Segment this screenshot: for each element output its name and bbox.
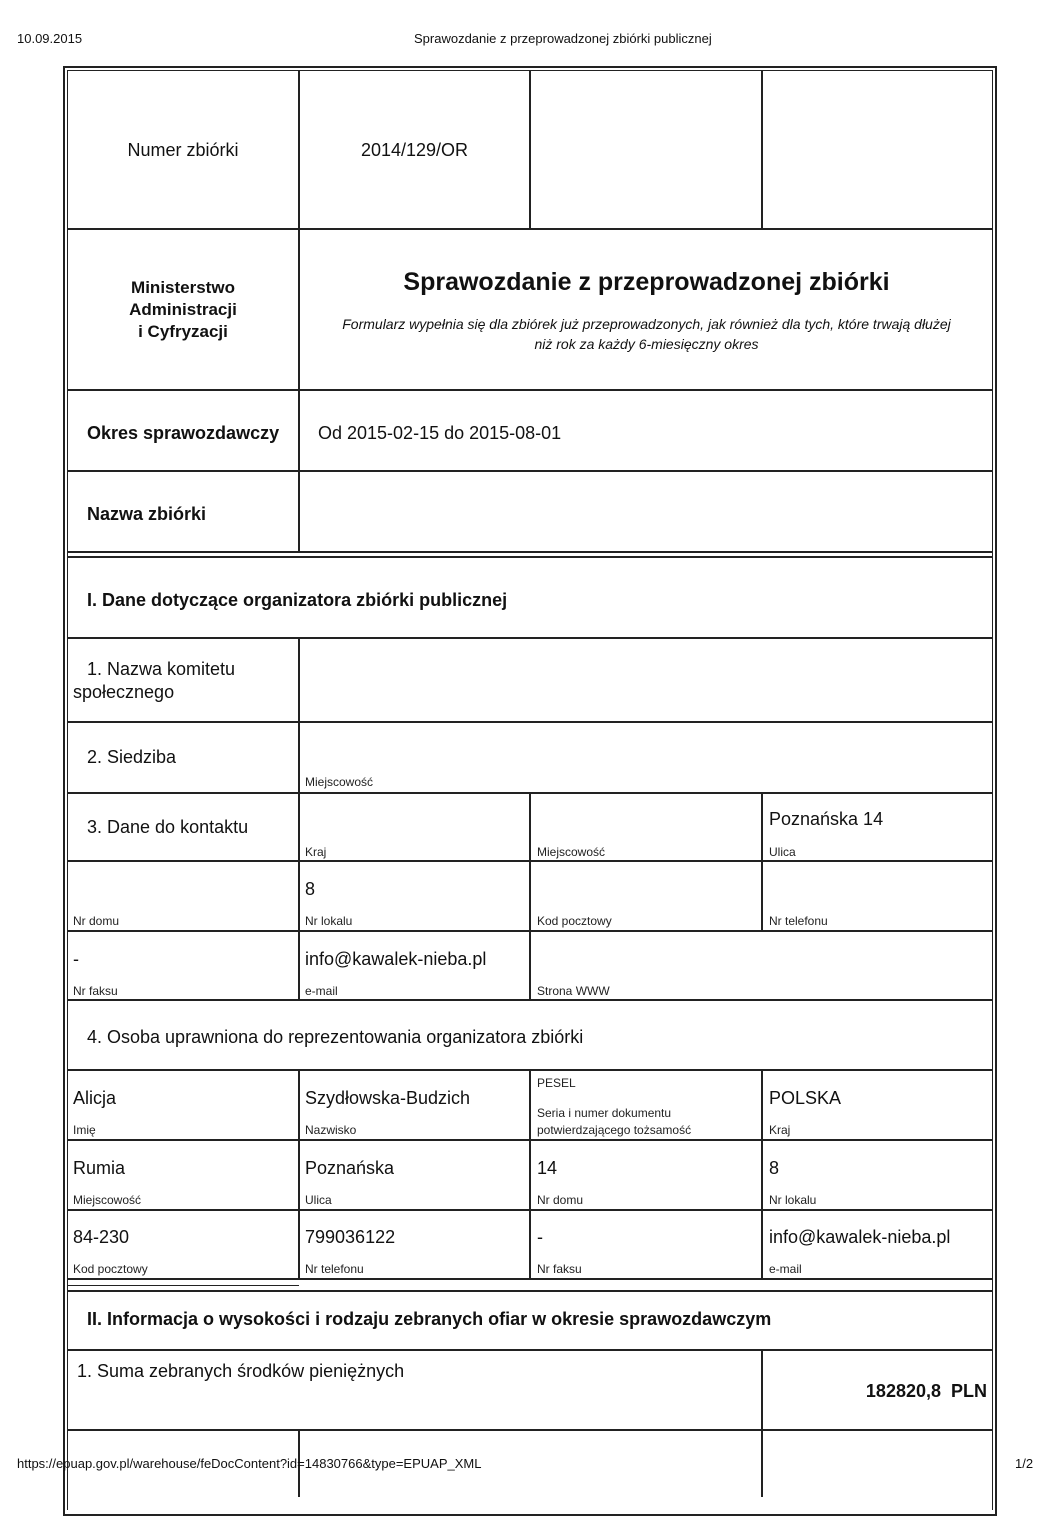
- osoba-kraj-label: Kraj: [769, 1123, 791, 1137]
- osoba-kraj-value: POLSKA: [769, 1088, 842, 1108]
- siedziba-miejscowosc-label: Miejscowość: [305, 775, 374, 789]
- osoba-pesel-label: PESEL: [537, 1076, 576, 1090]
- numer-value: 2014/129/OR: [360, 140, 469, 160]
- section-1-title: I. Dane dotyczące organizatora zbiórki publicznej: [87, 590, 508, 610]
- kontakt-kraj-label: Kraj: [305, 845, 327, 859]
- kontakt-kod-label: Kod pocztowy: [537, 914, 612, 928]
- osoba-email-label: e-mail: [769, 1262, 802, 1276]
- kontakt-nr-domu-label: Nr domu: [73, 914, 120, 928]
- suma-value: 182820,8 PLN: [865, 1381, 987, 1401]
- kontakt-faks-label: Nr faksu: [73, 984, 118, 998]
- form-subtitle-2: niż rok za każdy 6-miesięczny okres: [534, 336, 759, 352]
- osoba-telefon-value: 799036122: [305, 1227, 396, 1247]
- footer-page-number: 1/2: [1015, 1456, 1034, 1471]
- siedziba-label: 2. Siedziba: [87, 747, 177, 767]
- komitet-label-2: społecznego: [73, 682, 175, 702]
- kontakt-email-value: info@kawalek-nieba.pl: [305, 949, 487, 969]
- kontakt-nr-lokalu-label: Nr lokalu: [305, 914, 353, 928]
- section-2-title: II. Informacja o wysokości i rodzaju zebranych ofiar w okresie sprawozdawczym: [87, 1309, 772, 1329]
- osoba-nr-domu-value: 14: [537, 1158, 558, 1178]
- osoba-kod-value: 84-230: [73, 1227, 130, 1247]
- osoba-miejscowosc-value: Rumia: [73, 1158, 126, 1178]
- osoba-dokument-label-2: potwierdzającego tożsamość: [537, 1123, 692, 1137]
- suma-label: 1. Suma zebranych środków pieniężnych: [77, 1361, 405, 1381]
- osoba-ulica-value: Poznańska: [305, 1158, 395, 1178]
- form-title: Sprawozdanie z przeprowadzonej zbiórki: [403, 268, 890, 296]
- okres-value: Od 2015-02-15 do 2015-08-01: [318, 423, 562, 443]
- ministry-line-2: Administracji: [129, 300, 237, 319]
- form-subtitle-1: Formularz wypełnia się dla zbiórek już przeprowadzonych, jak również dla tych, które trwają dłużej: [342, 316, 951, 332]
- ministry-line-1: Ministerstwo: [131, 278, 235, 297]
- osoba-nr-domu-label: Nr domu: [537, 1193, 584, 1207]
- osoba-nazwisko-value: Szydłowska-Budzich: [305, 1088, 471, 1108]
- komitet-label-1: 1. Nazwa komitetu: [87, 659, 236, 679]
- osoba-nr-lokalu-value: 8: [769, 1158, 780, 1178]
- okres-label: Okres sprawozdawczy: [87, 423, 280, 443]
- kontakt-miejscowosc-label: Miejscowość: [537, 845, 606, 859]
- kontakt-ulica-label: Ulica: [769, 845, 796, 859]
- osoba-label: 4. Osoba uprawniona do reprezentowania organizatora zbiórki: [87, 1027, 584, 1047]
- nazwa-label: Nazwa zbiórki: [87, 504, 207, 524]
- osoba-nazwisko-label: Nazwisko: [305, 1123, 357, 1137]
- kontakt-telefon-label: Nr telefonu: [769, 914, 828, 928]
- kontakt-nr-lokalu-value: 8: [305, 879, 316, 899]
- ministry-line-3: i Cyfryzacji: [138, 322, 228, 341]
- osoba-telefon-label: Nr telefonu: [305, 1262, 364, 1276]
- osoba-imie-value: Alicja: [73, 1088, 117, 1108]
- osoba-kod-label: Kod pocztowy: [73, 1262, 148, 1276]
- print-date: 10.09.2015: [17, 31, 83, 46]
- osoba-dokument-label-1: Seria i numer dokumentu: [537, 1106, 672, 1120]
- footer-url: https://epuap.gov.pl/warehouse/feDocContent?id=14830766&type=EPUAP_XML: [17, 1456, 482, 1471]
- kontakt-email-label: e-mail: [305, 984, 338, 998]
- osoba-miejscowosc-label: Miejscowość: [73, 1193, 142, 1207]
- kontakt-ulica-value: Poznańska 14: [769, 809, 884, 829]
- osoba-email-value: info@kawalek-nieba.pl: [769, 1227, 951, 1247]
- osoba-faks-label: Nr faksu: [537, 1262, 582, 1276]
- kontakt-label: 3. Dane do kontaktu: [87, 817, 249, 837]
- osoba-imie-label: Imię: [73, 1123, 96, 1137]
- kontakt-faks-value: -: [73, 949, 79, 969]
- osoba-faks-value: -: [537, 1227, 543, 1247]
- print-title: Sprawozdanie z przeprowadzonej zbiórki publicznej: [414, 31, 712, 46]
- numer-label: Numer zbiórki: [127, 140, 239, 160]
- kontakt-www-label: Strona WWW: [537, 984, 610, 998]
- osoba-nr-lokalu-label: Nr lokalu: [769, 1193, 817, 1207]
- osoba-ulica-label: Ulica: [305, 1193, 332, 1207]
